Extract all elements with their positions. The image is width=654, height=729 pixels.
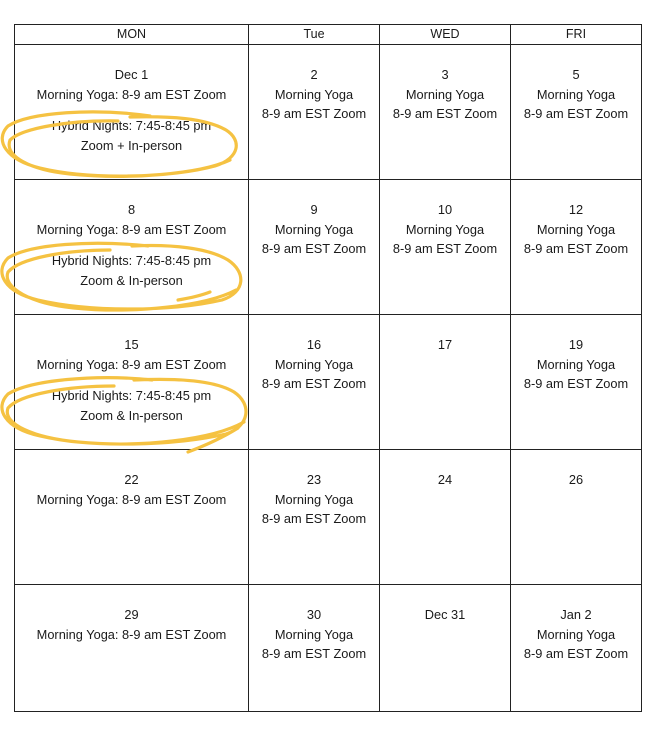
header-tue: Tue (249, 25, 380, 45)
day-cell-wed (380, 585, 511, 712)
class-time: 8-9 am EST Zoom (392, 241, 498, 256)
day-cell-mon (15, 180, 249, 315)
day-cell-fri (511, 45, 642, 180)
day-date: 9 (310, 202, 318, 217)
day-date: 12 (568, 202, 584, 217)
class-name: Morning Yoga (274, 86, 354, 102)
day-date: 23 (306, 472, 322, 487)
day-cell-fri (511, 585, 642, 712)
class-name: Morning Yoga (274, 356, 354, 372)
class-name: Morning Yoga (274, 626, 354, 642)
class-name: Morning Yoga (536, 86, 616, 102)
day-date: 19 (568, 337, 584, 352)
day-cell-mon (15, 450, 249, 585)
day-cell-mon (15, 45, 249, 180)
class-name: Morning Yoga (536, 626, 616, 642)
day-cell-fri (511, 180, 642, 315)
week-row (15, 45, 642, 180)
class-name: Morning Yoga (274, 221, 354, 237)
day-cell-tue (249, 315, 380, 450)
day-date: 15 (124, 337, 139, 352)
day-cell-mon (15, 315, 249, 450)
day-cell-tue (249, 180, 380, 315)
class-time: 8-9 am EST Zoom (261, 376, 367, 391)
class-time: 8-9 am EST Zoom (261, 511, 367, 526)
day-date: 5 (572, 67, 580, 82)
hybrid-nights-block (15, 116, 248, 155)
hybrid-title: Hybrid Nights: 7:45-8:45 pm (51, 388, 212, 403)
day-cell-tue (249, 585, 380, 712)
day-date: Dec 1 (114, 67, 149, 82)
hybrid-nights-block (15, 251, 248, 290)
class-name: Morning Yoga (405, 221, 485, 237)
class-entry: Morning Yoga: 8-9 am EST Zoom (36, 86, 227, 102)
day-date: 29 (124, 607, 139, 622)
class-entry: Morning Yoga: 8-9 am EST Zoom (36, 356, 227, 372)
day-date: Jan 2 (560, 607, 592, 622)
day-date: 26 (568, 472, 584, 487)
day-cell-tue (249, 450, 380, 585)
day-cell-wed (380, 450, 511, 585)
day-date: 30 (306, 607, 322, 622)
class-entry: Morning Yoga: 8-9 am EST Zoom (36, 491, 227, 507)
header-fri: FRI (511, 25, 642, 45)
day-date: 3 (441, 67, 449, 82)
day-cell-tue (249, 45, 380, 180)
class-name: Morning Yoga (274, 491, 354, 507)
day-cell-fri (511, 450, 642, 585)
week-row (15, 585, 642, 712)
day-cell-wed (380, 180, 511, 315)
class-name: Morning Yoga (536, 356, 616, 372)
day-date: 10 (437, 202, 453, 217)
week-row (15, 450, 642, 585)
class-time: 8-9 am EST Zoom (523, 106, 629, 121)
day-cell-mon (15, 585, 249, 712)
schedule-calendar (14, 24, 642, 712)
class-time: 8-9 am EST Zoom (523, 646, 629, 661)
class-entry: Morning Yoga: 8-9 am EST Zoom (36, 221, 227, 237)
class-name: Morning Yoga (536, 221, 616, 237)
hybrid-nights-block (15, 386, 248, 425)
class-entry: Morning Yoga: 8-9 am EST Zoom (36, 626, 227, 642)
week-row (15, 180, 642, 315)
day-cell-wed (380, 315, 511, 450)
header-mon: MON (15, 25, 249, 45)
class-time: 8-9 am EST Zoom (261, 646, 367, 661)
hybrid-title: Hybrid Nights: 7:45-8:45 pm (51, 253, 212, 268)
day-date: 17 (437, 337, 453, 352)
day-date: 2 (310, 67, 318, 82)
hybrid-mode: Zoom & In-person (80, 272, 183, 288)
day-date: 16 (306, 337, 322, 352)
day-cell-wed (380, 45, 511, 180)
day-date: 8 (127, 202, 136, 217)
class-time: 8-9 am EST Zoom (261, 106, 367, 121)
week-row (15, 315, 642, 450)
header-row (15, 25, 642, 45)
day-date: Dec 31 (424, 607, 466, 622)
class-time: 8-9 am EST Zoom (261, 241, 367, 256)
class-name: Morning Yoga (405, 86, 485, 102)
hybrid-title: Hybrid Nights: 7:45-8:45 pm (51, 118, 212, 133)
day-date: 22 (124, 472, 139, 487)
class-time: 8-9 am EST Zoom (392, 106, 498, 121)
day-cell-fri (511, 315, 642, 450)
day-date: 24 (437, 472, 453, 487)
class-time: 8-9 am EST Zoom (523, 376, 629, 391)
class-time: 8-9 am EST Zoom (523, 241, 629, 256)
hybrid-mode: Zoom + In-person (80, 137, 183, 153)
hybrid-mode: Zoom & In-person (80, 407, 183, 423)
header-wed: WED (380, 25, 511, 45)
